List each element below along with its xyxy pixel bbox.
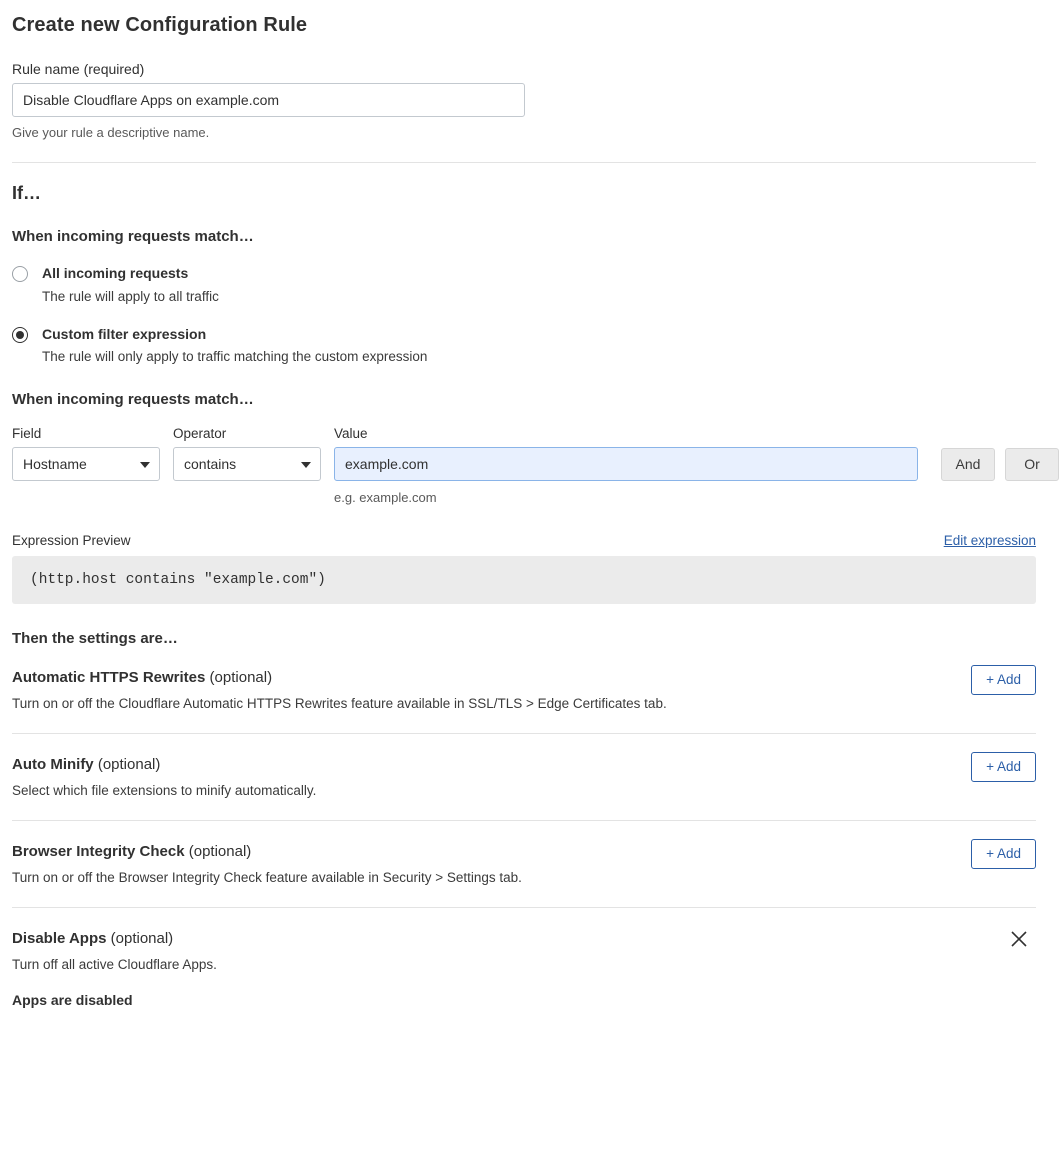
match-heading: When incoming requests match… [12,228,254,245]
add-button-automatic-https-rewrites[interactable]: + Add [971,665,1036,695]
then-section-title: Then the settings are… [12,629,178,647]
setting-optional: (optional) [110,929,174,947]
radio-option-custom-filter[interactable] [12,324,1052,367]
setting-description: Turn off all active Cloudflare Apps. [12,956,217,972]
value-column [334,426,918,505]
radio-option-all-requests[interactable] [12,263,1052,306]
field-select[interactable] [12,447,160,481]
field-select-value: Hostname [23,455,87,472]
expression-builder-row [12,426,1052,505]
radio-desc-all-requests: The rule will apply to all traffic [42,288,219,304]
setting-name: Disable Apps [12,929,107,947]
expression-preview-header [12,533,1036,548]
setting-description: Select which file extensions to minify automatically. [12,782,317,798]
add-button-browser-integrity-check[interactable]: + Add [971,839,1036,869]
chevron-down-icon [140,462,150,468]
operator-select[interactable] [173,447,321,481]
setting-auto-minify [12,734,1036,798]
setting-description: Turn on or off the Cloudflare Automatic HTTPS Rewrites feature available in SSL/TLS > Edge Certificates tab. [12,695,667,711]
setting-optional: (optional) [209,668,273,686]
setting-description: Turn on or off the Browser Integrity Check feature available in Security > Settings tab. [12,869,522,885]
setting-name: Browser Integrity Check [12,842,185,860]
configuration-rule-form [0,14,1064,1008]
edit-expression-link[interactable]: Edit expression [943,532,1036,548]
radio-icon-custom-filter[interactable] [12,327,28,343]
and-or-buttons [931,448,1059,481]
setting-name: Auto Minify [12,755,94,773]
or-button[interactable]: Or [1005,448,1059,481]
field-label: Field [12,425,42,441]
status-badge: Apps are disabled [12,991,133,1008]
setting-automatic-https-rewrites [12,647,1036,711]
rule-name-help: Give your rule a descriptive name. [12,125,210,140]
setting-name: Automatic HTTPS Rewrites [12,668,206,686]
setting-optional: (optional) [188,842,252,860]
setting-browser-integrity-check [12,821,1036,885]
expression-preview-label: Expression Preview [12,532,131,548]
builder-heading: When incoming requests match… [12,390,254,408]
add-button-auto-minify[interactable]: + Add [971,752,1036,782]
expression-preview-box: (http.host contains "example.com") [12,556,1036,604]
operator-select-value: contains [184,455,237,472]
setting-optional: (optional) [97,755,161,773]
value-label: Value [334,425,368,441]
operator-column [173,426,321,481]
rule-name-label: Rule name (required) [12,61,145,77]
radio-label-custom-filter: Custom filter expression [42,325,207,342]
chevron-down-icon [301,462,311,468]
value-input[interactable] [334,447,918,481]
rule-name-input[interactable] [12,83,525,117]
field-column [12,426,160,481]
radio-label-all-requests: All incoming requests [42,265,189,281]
operator-label: Operator [173,425,227,441]
radio-desc-custom-filter: The rule will only apply to traffic matching the custom expression [42,349,428,365]
close-icon[interactable] [1006,926,1032,952]
section-divider [12,162,1036,163]
if-section-title: If… [12,183,41,203]
radio-icon-all-requests[interactable] [12,266,28,282]
and-button[interactable]: And [941,448,995,481]
page-title: Create new Configuration Rule [12,14,308,36]
setting-disable-apps [12,908,1036,1008]
value-help: e.g. example.com [334,489,437,505]
